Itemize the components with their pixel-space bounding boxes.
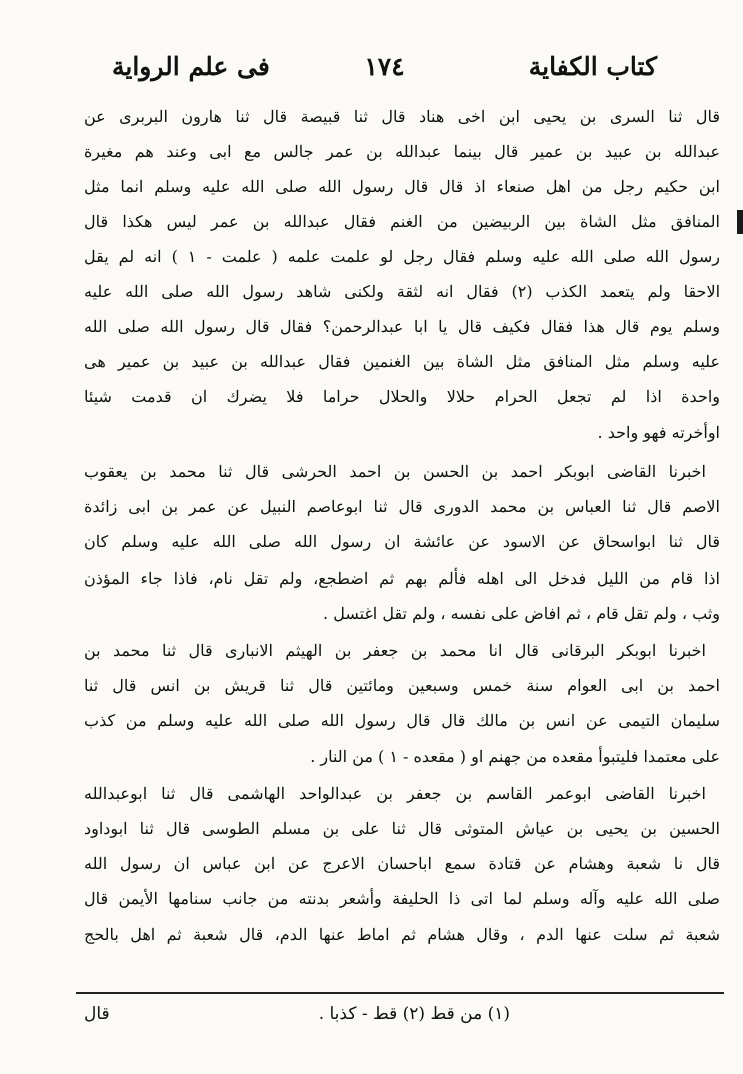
text-line: المنافق مثل الشاة بين الربيضين من الغنم فقال عبدالله بن عمر ليس هكذا قال — [84, 212, 720, 231]
text-line: اوأخرته فهو واحد . — [597, 423, 720, 442]
running-head — [112, 52, 657, 92]
section-title: فى علم الرواية — [112, 52, 270, 81]
text-line: قال نا شعبة وهشام عن قتادة سمع اباحسان الاعرج عن ابن عباس ان رسول الله — [84, 854, 720, 873]
book-title: كتاب الكفاية — [528, 52, 657, 81]
text-line: وسلم يوم قال هذا فقال فكيف قال يا ابا عبدالرحمن؟ فقال قال رسول الله صلى الله — [84, 317, 720, 336]
margin-mark — [737, 210, 743, 234]
text-line: الاحقا ولم يتعمد الكذب (٢) فقال انه لثقة ولكنى شاهد رسول الله صلى الله عليه — [84, 282, 720, 301]
text-line: اخبرنا ابوبكر البرقانى قال انا محمد بن جعفر بن الهيثم الانبارى قال ثنا محمد بن — [84, 641, 706, 660]
text-line: وثب ، ولم تقل قام ، ثم افاض على نفسه ، ولم تقل اغتسل . — [323, 604, 720, 623]
footnote-rule — [76, 992, 724, 994]
text-line: الاصم قال ثنا العباس بن محمد الدورى قال ثنا ابوعاصم النبيل عن عمر بن ابى زائدة — [84, 497, 720, 516]
text-line: احمد بن ابى العوام سنة خمس وسبعين ومائتين قال ثنا قريش بن انس قال ثنا — [84, 676, 720, 695]
text-line: اخبرنا القاضى ابوبكر احمد بن الحسن بن احمد الحرشى قال ثنا محمد بن يعقوب — [84, 462, 706, 481]
text-line: اذا قام من الليل فدخل الى اهله فألم بهم ثم اضطجع، ولم تقل نام، فاذا جاء المؤذن — [84, 569, 720, 588]
text-line: قال ثنا ابواسحاق عن الاسود عن عائشة ان رسول الله صلى الله عليه وسلم كان — [84, 532, 720, 551]
text-line: عبدالله بن عبيد بن عمير قال بينما عبدالله بن عمر جالس مع ابى وعند هم مغيرة — [84, 142, 720, 161]
text-line: سليمان التيمى عن انس بن مالك قال قال رسول الله صلى الله عليه وسلم من كذب — [84, 711, 720, 730]
page-number: ١٧٤ — [364, 52, 405, 81]
footnote: (١) من قط (٢) قط - كذبا . — [318, 1004, 510, 1024]
text-line: شعبة ثم سلت عنها الدم ، وقال هشام ثم اماط عنها الدم، قال شعبة ثم اهل بالحج — [84, 925, 720, 944]
text-line: اخبرنا القاضى ابوعمر القاسم بن جعفر بن عبدالواحد الهاشمى قال ثنا ابوعبدالله — [84, 784, 706, 803]
text-line: ابن حكيم رجل من اهل صنعاء اذ قال قال رسول الله صلى الله عليه وسلم انما مثل — [84, 177, 720, 196]
text-line: الحسين بن يحيى بن عياش المتوثى قال ثنا على بن مسلم الطوسى قال ثنا ابوداود — [84, 819, 720, 838]
footnote-area — [84, 1004, 720, 1038]
text-line: واحدة اذا لم تجعل الحرام حلالا والحلال حراما فلا يضرك ان قدمت شيئا — [84, 387, 720, 406]
text-line: على معتمدا فليتبوأ مقعده من جهنم او ( مقعده - ١ ) من النار . — [310, 747, 720, 766]
text-line: قال ثنا السرى بن يحيى ابن اخى هناد قال ثنا قبيصة قال ثنا هارون البربرى عن — [84, 107, 720, 126]
text-line: صلى الله عليه وآله وسلم لما اتى ذا الحليفة وأشعر بدنته من جانب سنامها الأيمن قال — [84, 889, 720, 908]
catchword: قال — [84, 1004, 110, 1024]
text-line: عليه وسلم مثل المنافق مثل الشاة بين الغنمين فقال عبدالله بن عبيد بن عمير هى — [84, 352, 720, 371]
text-line: رسول الله صلى الله عليه وسلم فقال رجل لو علمت علمه ( علمت - ١ ) انه لم يقل — [84, 247, 720, 266]
body-text — [84, 100, 720, 982]
